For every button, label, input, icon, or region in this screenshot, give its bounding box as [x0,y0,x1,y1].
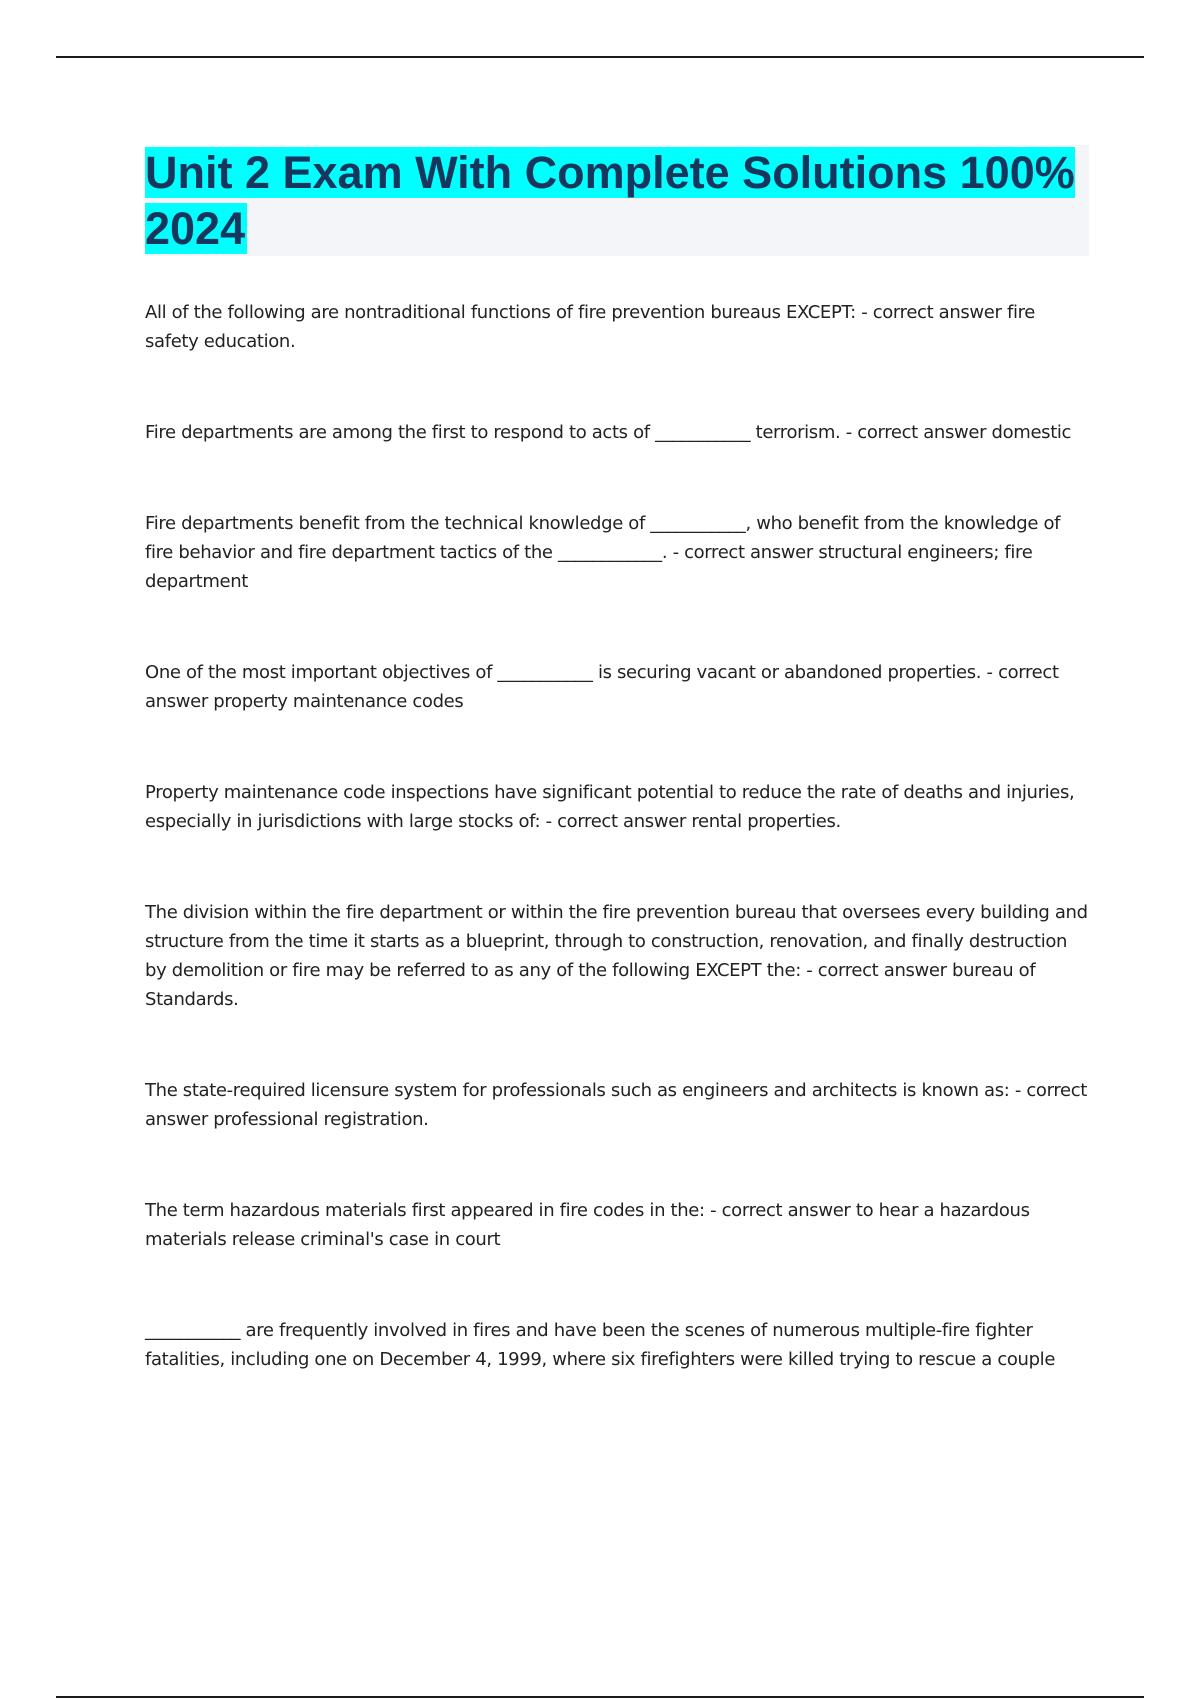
qa-item [145,298,1090,356]
qa-item [145,509,1090,596]
answer-separator: - correct answer [840,422,992,443]
qa-item [145,1076,1090,1134]
question-text: The division within the fire department or within the fire prevention bureau that oversees every building and structure from the time it starts as a blueprint, through to construction, renovation, and finally destruction by demolition or fire may be referred to as any of the following EXCEPT the: [145,902,1088,981]
answer-separator: - correct answer [145,1080,1087,1130]
question-text: All of the following are nontraditional functions of fire prevention bureaus EXCEPT: [145,302,856,323]
question-text: One of the most important objectives of ___________ is securing vacant or abandoned properties. [145,662,982,683]
answer-text: property maintenance codes [213,691,464,712]
question-text: The state-required licensure system for professionals such as engineers and architects is known as: [145,1080,1010,1101]
qa-item [145,1316,1090,1374]
top-rule [56,56,1144,58]
answer-text: bureau of Standards. [145,960,1036,1010]
answer-separator: - correct answer [855,302,1007,323]
qa-list [145,298,1090,1374]
answer-separator: - correct answer [145,662,1059,712]
answer-text: structural engineers; fire department [145,542,1033,592]
qa-item [145,898,1090,1014]
answer-text: domestic [991,422,1072,443]
qa-item [145,658,1090,716]
question-text: Property maintenance code inspections have significant potential to reduce the rate of deaths and injuries, especially in jurisdictions with large stocks of: [145,782,1075,832]
qa-item [145,778,1090,836]
answer-text: rental properties. [691,811,841,832]
question-text: The term hazardous materials first appeared in fire codes in the: [145,1200,705,1221]
title-highlight: Unit 2 Exam With Complete Solutions 100% 2024 [145,147,1075,254]
answer-separator: - correct answer [667,542,819,563]
answer-separator: - correct answer [540,811,692,832]
qa-item [145,418,1090,447]
answer-separator: - correct answer [704,1200,856,1221]
answer-separator: - correct answer [800,960,953,981]
answer-text: professional registration. [213,1109,429,1130]
bottom-rule [56,1696,1144,1698]
document-title [145,145,1089,257]
question-text: ___________ are frequently involved in fires and have been the scenes of numerous multiple-fire fighter fatalities, including one on December 4, 1999, where six firefighters were killed trying to rescue a couple [145,1320,1056,1370]
qa-item [145,1196,1090,1254]
answer-text: to hear a hazardous materials release criminal's case in court [145,1200,1030,1250]
question-text: Fire departments benefit from the technical knowledge of ___________, who benefit from the knowledge of fire behavior and fire department tactics of the ____________. [145,513,1061,563]
title-block [145,145,1089,256]
question-text: Fire departments are among the first to respond to acts of ___________ terrorism. [145,422,841,443]
answer-text: fire safety education. [145,302,1035,352]
